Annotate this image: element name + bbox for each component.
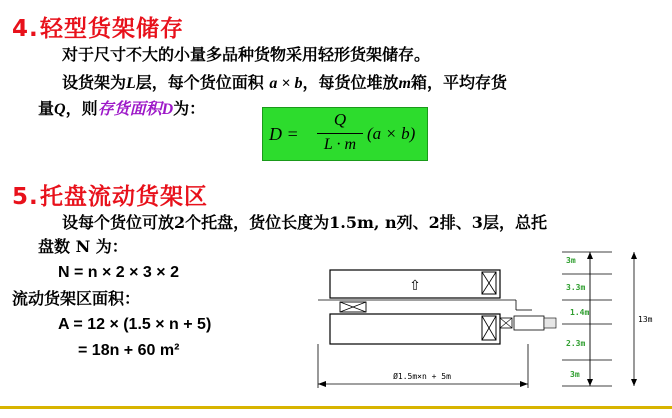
section-4-line-2 — [62, 72, 507, 95]
formula-rhs: (a × b) — [367, 124, 416, 143]
length-dimension-label: Ø1.5m×n + 5m — [393, 372, 451, 381]
text-fragment: 设货架为 — [62, 73, 127, 92]
section-5-number: 5. — [12, 184, 39, 210]
text-fragment: 为： — [173, 99, 206, 118]
var-D: D — [161, 101, 174, 118]
formula-denominator: L · m — [323, 136, 357, 153]
section-5-line-1: 设每个货位可放2个托盘，货位长度为1.5m, n列、2排、3层，总托 — [62, 213, 547, 232]
dim-2.3m: 2.3m — [566, 339, 586, 348]
section-4-title: 轻型货架储存 — [40, 16, 184, 42]
formula-numerator: Q — [333, 110, 347, 129]
var-m: m — [398, 75, 411, 92]
section-5-title: 托盘流动货架区 — [40, 184, 208, 210]
eq-total-pallets: N = n × 2 × 3 × 2 — [58, 264, 179, 281]
section-5-line-2: 盘数 N 为： — [38, 237, 128, 256]
var-Q: Q — [54, 101, 66, 118]
var-axb: a × b — [269, 75, 303, 92]
section-4-line-1: 对于尺寸不大的小量多品种货物采用轻形货架储存。 — [62, 45, 431, 64]
lower-rack — [330, 314, 500, 344]
flow-arrow-icon: ⇧ — [409, 278, 421, 294]
var-L: L — [126, 75, 136, 92]
eq-area-result: = 18n + 60 m² — [78, 342, 180, 359]
eq-area: A = 12 × (1.5 × n + 5) — [58, 316, 212, 333]
text-fragment: ，则 — [65, 99, 98, 118]
dim-total: 13m — [638, 315, 653, 324]
text-fragment: 层，每个货位面积 — [135, 73, 264, 92]
formula-box — [262, 107, 428, 161]
section-4-number: 4. — [12, 16, 39, 42]
dim-1.4m: 1.4m — [570, 308, 590, 317]
formula-lhs: D = — [269, 124, 299, 144]
flow-rack-diagram — [300, 248, 660, 400]
section-4-heading — [12, 10, 184, 43]
bottom-rule — [0, 406, 672, 409]
text-fragment: 量 — [38, 99, 55, 118]
section-4-line-3 — [38, 98, 205, 121]
area-label: 流动货架区面积： — [12, 289, 141, 308]
dim-3.3m: 3.3m — [566, 283, 586, 292]
text-fragment: ，每货位堆放 — [302, 73, 399, 92]
text-fragment: 箱，平均存货 — [410, 73, 507, 92]
conveyor-section — [514, 316, 544, 330]
fraction-bar — [317, 133, 363, 134]
dim-3m-top: 3m — [566, 256, 576, 265]
highlight-area-term: 存货面积 — [97, 99, 162, 118]
section-5-heading — [12, 178, 208, 211]
dim-3m-bottom: 3m — [570, 370, 580, 379]
